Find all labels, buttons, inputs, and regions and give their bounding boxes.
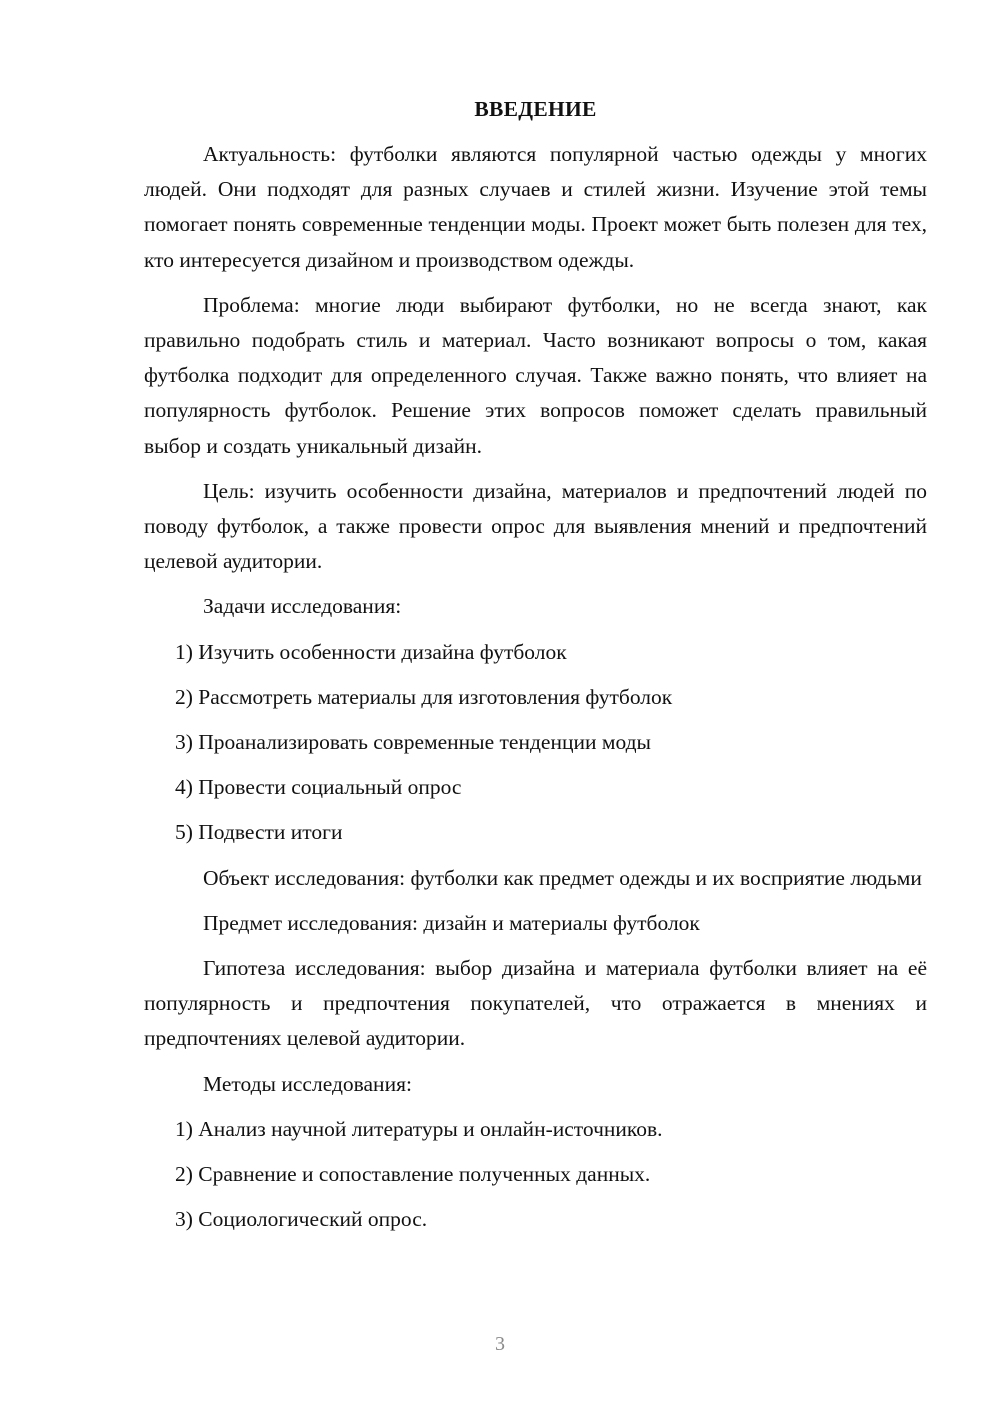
list-item: 3) Проанализировать современные тенденции моды xyxy=(175,730,651,755)
list-item: 4) Провести социальный опрос xyxy=(175,775,462,800)
methods-list xyxy=(144,1112,927,1238)
page-number: 3 xyxy=(495,1333,505,1355)
relevance-paragraph: Актуальность: футболки являются популярной частью одежды у многих людей. Они подходят для разных случаев и стилей жизни. Изучение этой темы помогает понять современные тенденции моды. Проект может быть полезен для тех, кто интересуется дизайном и производством одежды. xyxy=(144,142,927,272)
subject-paragraph: Предмет исследования: дизайн и материалы футболок xyxy=(203,910,700,935)
goal-paragraph: Цель: изучить особенности дизайна, материалов и предпочтений людей по поводу футболок, а также провести опрос для выявления мнений и предпочтений целевой аудитории. xyxy=(144,478,927,574)
list-item: 5) Подвести итоги xyxy=(175,820,343,845)
list-item: 2) Сравнение и сопоставление полученных данных. xyxy=(175,1162,651,1187)
list-item: 1) Анализ научной литературы и онлайн-источников. xyxy=(175,1116,663,1141)
list-item: 1) Изучить особенности дизайна футболок xyxy=(175,639,567,664)
object-paragraph: Объект исследования: футболки как предмет одежды и их восприятие людьми xyxy=(203,865,922,890)
document-page xyxy=(144,92,927,1247)
tasks-heading: Задачи исследования: xyxy=(203,594,402,619)
tasks-list xyxy=(144,635,927,851)
problem-paragraph: Проблема: многие люди выбирают футболки, но не всегда знают, как правильно подобрать стиль и материал. Часто возникают вопросы о том, какая футболка подходит для определенного случая. Также важно понять, что влияет на популярность футболок. Решение этих вопросов поможет сделать правильный выбор и создать уникальный дизайн. xyxy=(144,292,927,458)
methods-heading: Методы исследования: xyxy=(203,1071,412,1096)
list-item: 2) Рассмотреть материалы для изготовления футболок xyxy=(175,684,673,709)
section-title: ВВЕДЕНИЕ xyxy=(474,97,597,121)
list-item: 3) Социологический опрос. xyxy=(175,1207,428,1232)
hypothesis-paragraph: Гипотеза исследования: выбор дизайна и материала футболки влияет на её популярность и предпочтения покупателей, что отражается в мнениях и предпочтениях целевой аудитории. xyxy=(144,956,927,1051)
